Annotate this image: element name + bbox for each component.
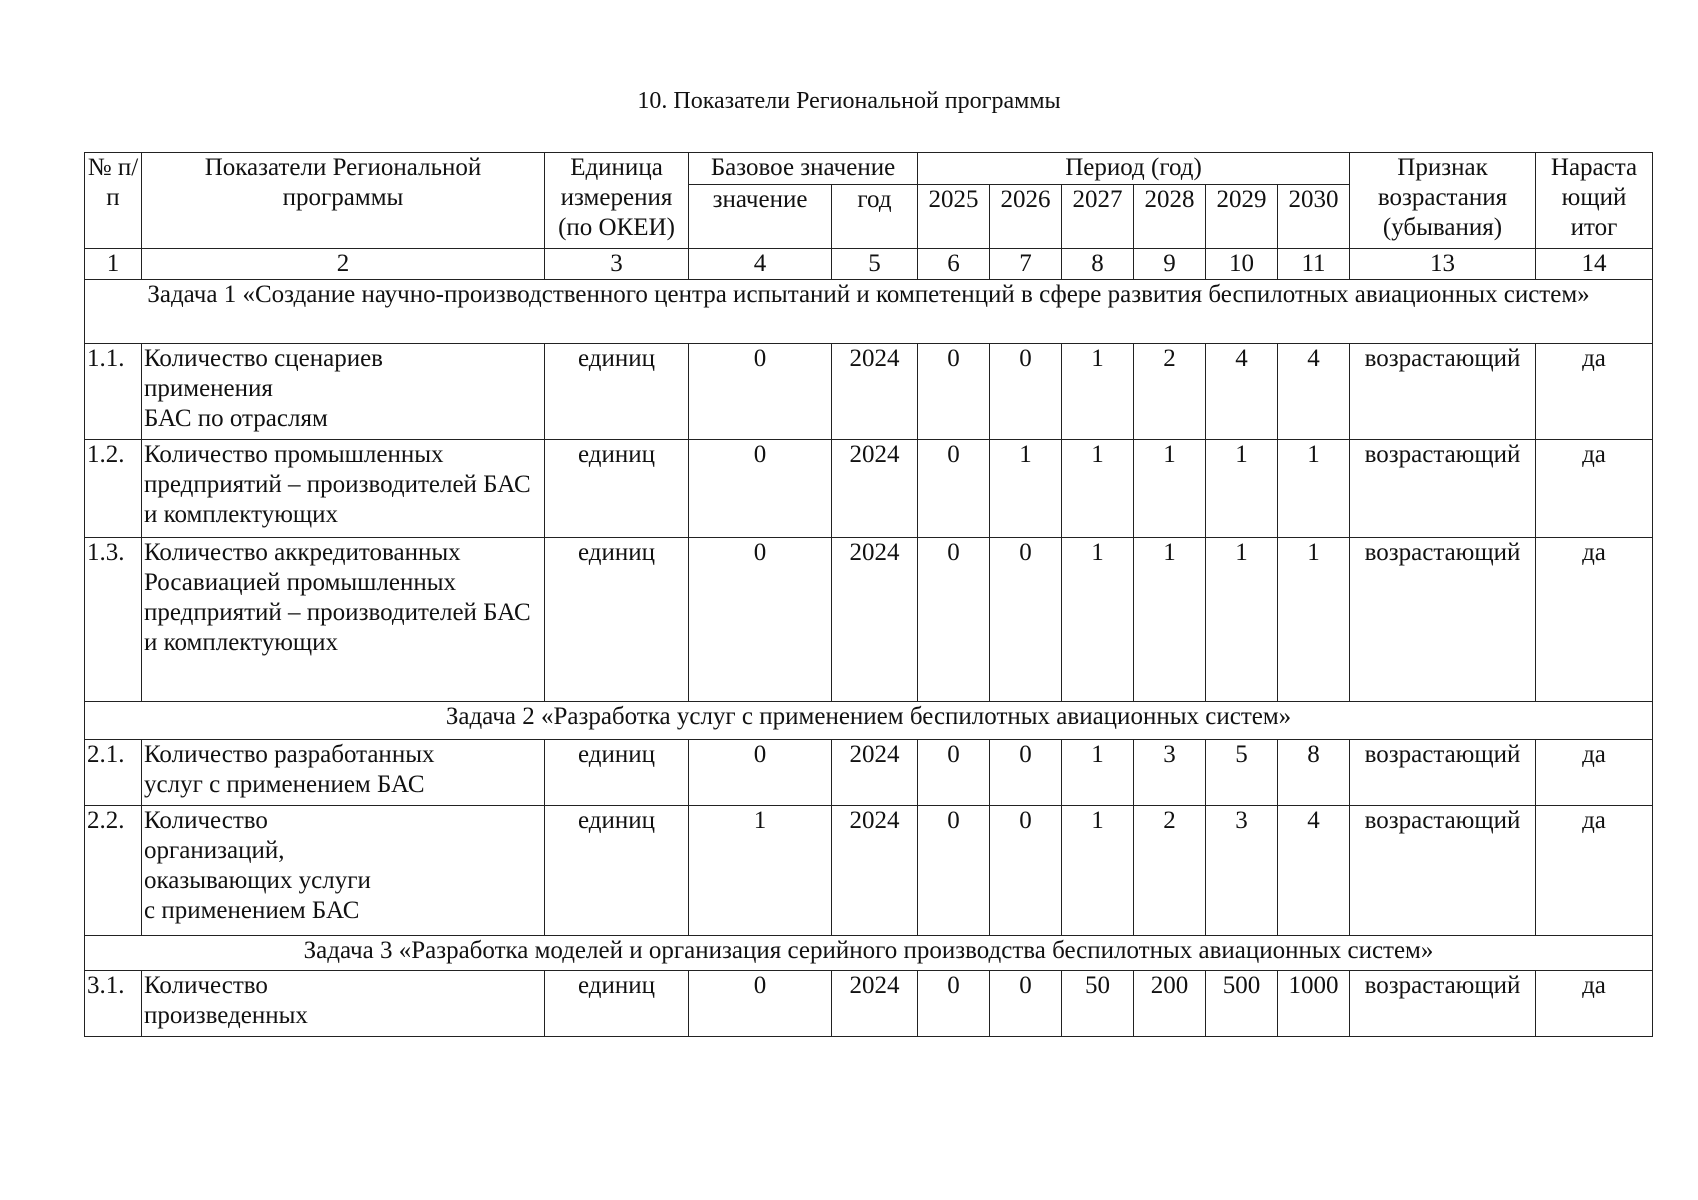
row-value: 1 (1062, 344, 1134, 440)
row-value: 1 (1206, 538, 1278, 702)
row-base-year: 2024 (832, 971, 918, 1037)
row-num: 1.2. (85, 440, 142, 538)
row-value: 1 (990, 440, 1062, 538)
column-number: 7 (990, 249, 1062, 280)
row-indicator: Количество произведенных (142, 971, 545, 1037)
row-value: 0 (918, 344, 990, 440)
row-base-year: 2024 (832, 806, 918, 936)
row-base-year: 2024 (832, 344, 918, 440)
row-cumulative: да (1536, 740, 1653, 806)
row-value: 1 (1134, 538, 1206, 702)
header-indicator: Показатели Региональной программы (142, 153, 545, 249)
indicators-table (84, 152, 1653, 1037)
column-number: 9 (1134, 249, 1206, 280)
row-value: 0 (918, 740, 990, 806)
row-value: 0 (990, 971, 1062, 1037)
page-title: 10. Показатели Региональной программы (637, 88, 1061, 114)
row-value: 8 (1278, 740, 1350, 806)
row-value: 1 (1062, 538, 1134, 702)
row-base-year: 2024 (832, 740, 918, 806)
header-num: № п/п (85, 153, 142, 249)
header-year: 2029 (1206, 185, 1278, 249)
row-value: 2 (1134, 344, 1206, 440)
row-sign: возрастающий (1350, 971, 1536, 1037)
row-value: 0 (990, 806, 1062, 936)
column-number: 13 (1350, 249, 1536, 280)
row-value: 200 (1134, 971, 1206, 1037)
row-value: 500 (1206, 971, 1278, 1037)
row-base-value: 0 (689, 440, 832, 538)
row-base-value: 1 (689, 806, 832, 936)
row-sign: возрастающий (1350, 740, 1536, 806)
row-value: 3 (1134, 740, 1206, 806)
column-number: 5 (832, 249, 918, 280)
row-base-value: 0 (689, 538, 832, 702)
task-title: Задача 2 «Разработка услуг с применением беспилотных авиационных систем» (85, 702, 1653, 740)
column-number: 10 (1206, 249, 1278, 280)
row-base-year: 2024 (832, 440, 918, 538)
row-unit: единиц (545, 538, 689, 702)
task-row (85, 936, 1653, 971)
row-value: 1 (1206, 440, 1278, 538)
row-value: 4 (1278, 344, 1350, 440)
row-num: 3.1. (85, 971, 142, 1037)
row-value: 1 (1134, 440, 1206, 538)
column-numbers-row (85, 249, 1653, 280)
row-unit: единиц (545, 806, 689, 936)
row-value: 5 (1206, 740, 1278, 806)
row-unit: единиц (545, 971, 689, 1037)
header-unit: Единица измерения (по ОКЕИ) (545, 153, 689, 249)
header-year: 2028 (1134, 185, 1206, 249)
row-indicator: Количество разработанных услуг с применением БАС (142, 740, 545, 806)
column-number: 6 (918, 249, 990, 280)
row-value: 1 (1278, 538, 1350, 702)
row-base-value: 0 (689, 344, 832, 440)
header-year: 2026 (990, 185, 1062, 249)
header-base-value: значение (689, 185, 832, 249)
row-value: 0 (918, 538, 990, 702)
row-value: 0 (918, 806, 990, 936)
column-number: 14 (1536, 249, 1653, 280)
row-unit: единиц (545, 440, 689, 538)
row-value: 4 (1278, 806, 1350, 936)
row-value: 1000 (1278, 971, 1350, 1037)
row-cumulative: да (1536, 344, 1653, 440)
header-period: Период (год) (918, 153, 1350, 185)
row-sign: возрастающий (1350, 806, 1536, 936)
column-number: 4 (689, 249, 832, 280)
task-title: Задача 1 «Создание научно-производственного центра испытаний и компетенций в сфере развития беспилотных авиационных систем» (85, 280, 1653, 344)
table-row (85, 740, 1653, 806)
row-value: 0 (990, 344, 1062, 440)
row-indicator: Количество сценариев применения БАС по отраслям (142, 344, 545, 440)
row-value: 0 (990, 740, 1062, 806)
row-value: 1 (1062, 806, 1134, 936)
header-cumulative: Нараста ющий итог (1536, 153, 1653, 249)
row-cumulative: да (1536, 971, 1653, 1037)
header-year: 2025 (918, 185, 990, 249)
header-base: Базовое значение (689, 153, 918, 185)
row-value: 1 (1062, 440, 1134, 538)
row-indicator: Количество аккредитованных Росавиацией промышленных предприятий – производителей БАС и комплектующих (142, 538, 545, 702)
row-sign: возрастающий (1350, 440, 1536, 538)
row-value: 0 (918, 440, 990, 538)
row-base-value: 0 (689, 971, 832, 1037)
row-base-value: 0 (689, 740, 832, 806)
row-value: 3 (1206, 806, 1278, 936)
column-number: 3 (545, 249, 689, 280)
row-value: 1 (1062, 740, 1134, 806)
row-cumulative: да (1536, 538, 1653, 702)
task-title: Задача 3 «Разработка моделей и организация серийного производства беспилотных авиационных систем» (85, 936, 1653, 971)
row-value: 2 (1134, 806, 1206, 936)
table-row (85, 971, 1653, 1037)
row-cumulative: да (1536, 806, 1653, 936)
header-base-year: год (832, 185, 918, 249)
column-number: 1 (85, 249, 142, 280)
row-value: 1 (1278, 440, 1350, 538)
row-num: 1.3. (85, 538, 142, 702)
row-value: 0 (990, 538, 1062, 702)
header-sign: Признак возрастания (убывания) (1350, 153, 1536, 249)
column-number: 11 (1278, 249, 1350, 280)
row-value: 50 (1062, 971, 1134, 1037)
row-indicator: Количество промышленных предприятий – производителей БАС и комплектующих (142, 440, 545, 538)
row-unit: единиц (545, 344, 689, 440)
row-num: 2.2. (85, 806, 142, 936)
row-sign: возрастающий (1350, 344, 1536, 440)
header-year: 2027 (1062, 185, 1134, 249)
row-value: 4 (1206, 344, 1278, 440)
row-base-year: 2024 (832, 538, 918, 702)
table-row (85, 344, 1653, 440)
row-num: 2.1. (85, 740, 142, 806)
row-value: 0 (918, 971, 990, 1037)
task-row (85, 280, 1653, 344)
column-number: 2 (142, 249, 545, 280)
column-number: 8 (1062, 249, 1134, 280)
table-row (85, 440, 1653, 538)
table-row (85, 538, 1653, 702)
header-year: 2030 (1278, 185, 1350, 249)
row-sign: возрастающий (1350, 538, 1536, 702)
row-indicator: Количество организаций, оказывающих услуги с применением БАС (142, 806, 545, 936)
table-row (85, 806, 1653, 936)
row-cumulative: да (1536, 440, 1653, 538)
row-unit: единиц (545, 740, 689, 806)
row-num: 1.1. (85, 344, 142, 440)
task-row (85, 702, 1653, 740)
